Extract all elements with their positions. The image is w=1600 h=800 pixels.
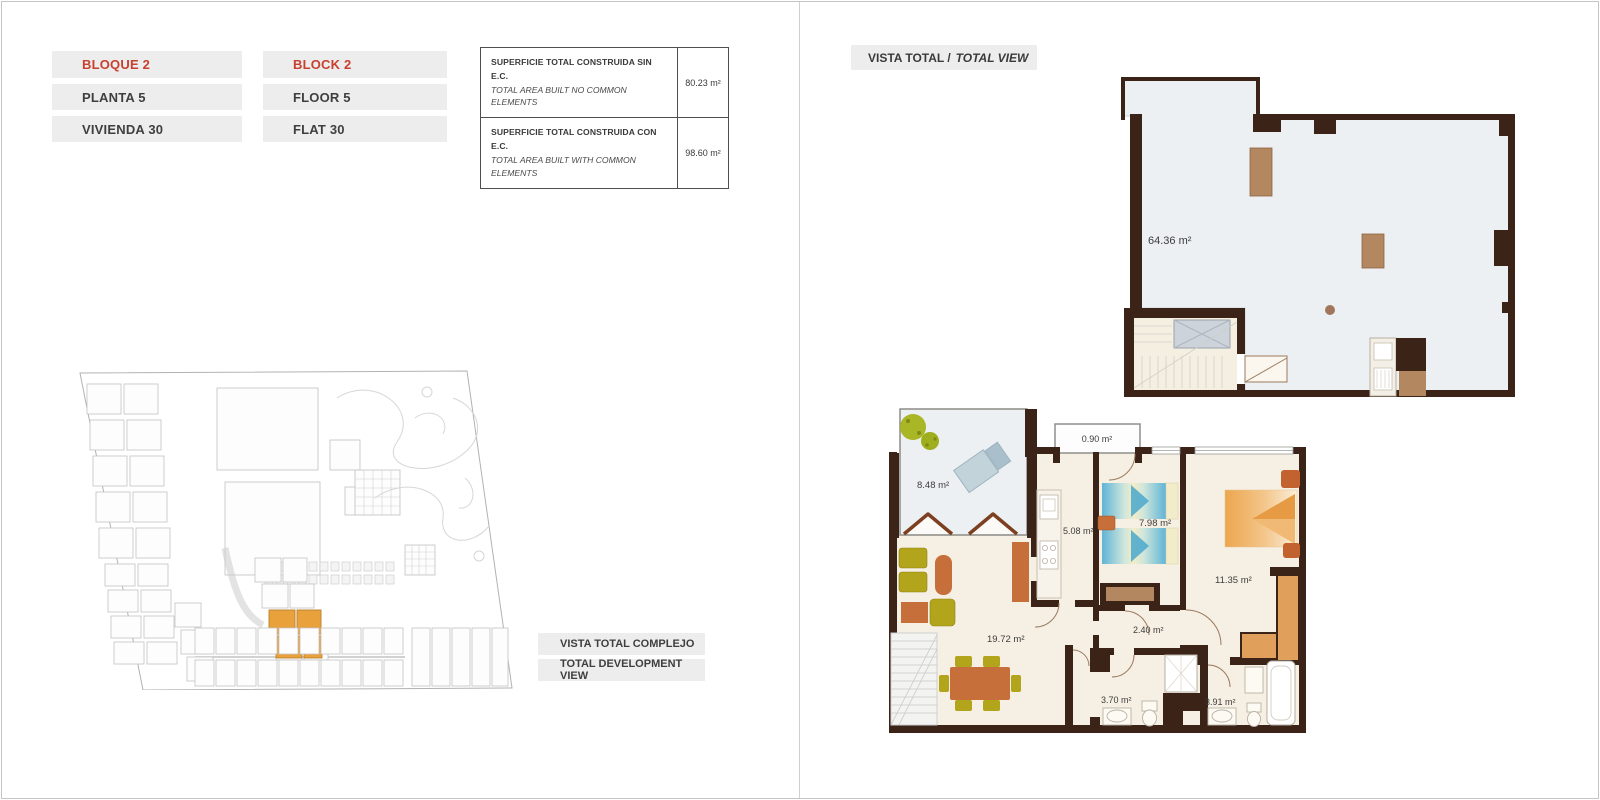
label-bloque-text: BLOQUE 2: [82, 57, 151, 72]
label-bloque: [52, 51, 242, 78]
label-flat: [263, 116, 447, 142]
room-label-kitchen: 5.08 m²: [1063, 526, 1094, 536]
table-row-titles: [481, 48, 678, 117]
room-label-bathroom1: 3.70 m²: [1101, 695, 1132, 705]
label-block-text: BLOCK 2: [293, 57, 352, 72]
table-row: [481, 117, 728, 187]
roof-planter-pot: [1325, 305, 1335, 315]
label-floor-text: FLOOR 5: [293, 89, 351, 105]
label-planta: [52, 84, 242, 110]
room-label-roof-terrace: 64.36 m²: [1148, 235, 1192, 247]
living-staircase: [891, 633, 937, 725]
page-title-en: TOTAL VIEW: [955, 50, 1029, 65]
table-row: [481, 48, 728, 117]
windows: [1152, 447, 1293, 454]
row-title-en: TOTAL AREA BUILT WITH COMMON ELEMENTS: [491, 154, 636, 178]
page-title: [851, 45, 1037, 70]
room-label-bathroom2: 3.91 m²: [1205, 697, 1236, 707]
label-vivienda: [52, 116, 242, 142]
room-label-hallway: 2.40 m²: [1133, 625, 1164, 635]
room-label-bedroom1: 11.35 m²: [1215, 575, 1252, 586]
page-divider: [799, 2, 800, 798]
label-flat-text: FLAT 30: [293, 121, 345, 137]
area-summary-table: [480, 47, 729, 189]
label-floor: [263, 84, 447, 110]
label-block: [263, 51, 447, 78]
row-value: 98.60 m²: [685, 147, 721, 158]
apartment-plan: [875, 395, 1307, 740]
label-vivienda-text: VIVIENDA 30: [82, 121, 164, 137]
site-caption-en-text: TOTAL DEVELOPMENT VIEW: [560, 658, 683, 682]
site-plan: [75, 358, 515, 690]
room-label-living: 19.72 m²: [987, 634, 1025, 645]
room-label-bedroom2: 7.98 m²: [1139, 518, 1172, 529]
row-title-en: TOTAL AREA BUILT NO COMMON ELEMENTS: [491, 84, 627, 108]
site-caption-es: [538, 633, 705, 655]
label-planta-text: PLANTA 5: [82, 89, 146, 105]
page-title-es: VISTA TOTAL /: [868, 50, 951, 65]
row-title-es: SUPERFICIE TOTAL CONSTRUIDA SIN E.C.: [491, 57, 652, 81]
site-caption-es-text: VISTA TOTAL COMPLEJO: [560, 638, 695, 650]
row-title-es: SUPERFICIE TOTAL CONSTRUIDA CON E.C.: [491, 127, 657, 152]
roof-terrace-plan: [1098, 72, 1518, 402]
room-label-balcony: 0.90 m²: [1081, 434, 1113, 444]
room-label-terrace: 8.48 m²: [917, 480, 950, 491]
site-caption-en: [538, 659, 705, 681]
table-row-titles: [481, 118, 678, 187]
row-value: 80.23 m²: [685, 77, 721, 88]
kitchen-counter: [1037, 490, 1061, 598]
